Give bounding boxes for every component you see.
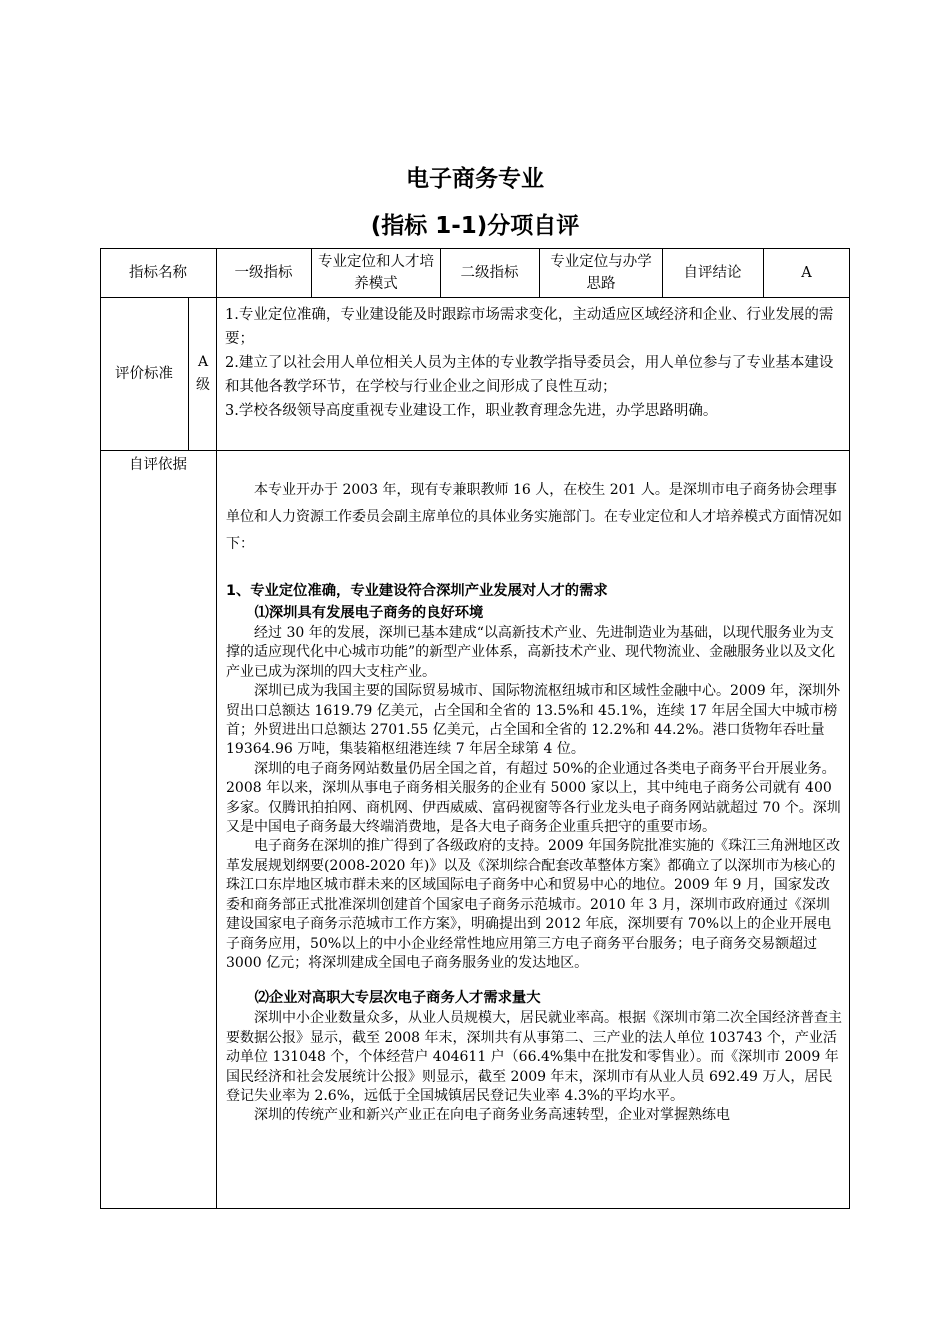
col-divider: [539, 248, 540, 297]
level2-value: 专业定位与办学思路: [550, 253, 652, 292]
label-level2: 二级指标: [460, 264, 519, 281]
criteria-item: 3.学校各级领导高度重视专业建设工作，职业教育理念先进，办学思路明确。: [225, 403, 718, 419]
basis-content: [226, 477, 842, 1126]
criteria-grade: A级: [196, 353, 210, 393]
page-subtitle: (指标 1-1)分项自评: [370, 213, 580, 239]
label-basis: 自评依据: [129, 457, 187, 473]
section-title: 1、专业定位准确，专业建设符合深圳产业发展对人才的需求: [226, 583, 608, 599]
paragraph: 深圳的传统产业和新兴产业正在向电子商务业务高速转型，企业对掌握熟练电: [254, 1107, 730, 1124]
paragraph: 深圳已成为我国主要的国际贸易城市、国际物流枢纽城市和区域性金融中心。2009 年，深圳外贸出口总额达 1619.79 亿美元，占全国和全省的 13.5%和 45.1%，连续 17 年居全国大中城市榜首；外贸进出口总额达 2701.55 亿美元，占全国和全省的 12.2%和 44.2%。港口货物年吞吐量 19364.96 万吨，集装箱枢纽港连续 7 年居全球第 4 位。: [226, 683, 841, 758]
paragraph: 电子商务在深圳的推广得到了各级政府的支持。2009 年国务院批准实施的《珠江三角洲地区改革发展规划纲要(2008-2020 年)》以及《深圳综合配套改革整体方案》都确立了以深圳市为核心的珠江口东岸地区城市群未来的区域国际电子商务中心和贸易中心的地位。2009 年 9 月，国家发改委和商务部正式批准深圳创建首个国家电子商务示范城市。2010 年 3 月，深圳市政府通过《深圳建设国家电子商务示范城市工作方案》，明确提出到 2012 年底，深圳要有 70%以上的企业开展电子商务应用，50%以上的中小企业经常性地应用第三方电子商务平台服务；电子商务交易额超过 3000 亿元；将深圳建成全国电子商务服务业的发达地区。: [226, 838, 841, 971]
page-title: 电子商务专业: [406, 166, 544, 192]
label-level1: 一级指标: [234, 264, 293, 281]
criteria-list: [225, 303, 845, 423]
label-conclusion: 自评结论: [683, 264, 742, 281]
label-criteria: 评价标准: [115, 365, 173, 382]
label-indicator-name: 指标名称: [129, 264, 187, 281]
paragraph: 深圳中小企业数量众多，从业人员规模大，居民就业率高。根据《深圳市第二次全国经济普查主要数据公报》显示，截至 2008 年末，深圳共有从事第二、三产业的法人单位 103743 个，产业活动单位 131048 个，个体经营户 404611 户（66.4%集中在批发和零售业）。而《深圳市 2009 年国民经济和社会发展统计公报》则显示，截至 2009 年末，深圳市有从业人员 692.49 万人，居民登记失业率为 2.6%，远低于全国城镇居民登记失业率 4.3%的平均水平。: [226, 1010, 842, 1104]
subsection-title: ⑵企业对高职大专层次电子商务人才需求量大: [254, 990, 541, 1007]
criteria-item: 2.建立了以社会用人单位相关人员为主体的专业教学指导委员会，用人单位参与了专业基本建设和其他各教学环节，在学校与行业企业之间形成了良性互动；: [225, 355, 834, 395]
col-divider: [188, 297, 189, 450]
criteria-item: 1.专业定位准确，专业建设能及时跟踪市场需求变化，主动适应区域经济和企业、行业发展的需要；: [225, 307, 834, 347]
subsection-title: ⑴深圳具有发展电子商务的良好环境: [254, 605, 484, 621]
row-divider: [100, 450, 850, 451]
conclusion-value: A: [801, 264, 812, 281]
paragraph: 深圳的电子商务网站数量仍居全国之首，有超过 50%的企业通过各类电子商务平台开展业务。2008 年以来，深圳从事电子商务相关服务的企业有 5000 家以上，其中纯电子商务公司就有 400 多家。仅腾讯拍拍网、商机网、伊西威威、富码视窗等各行业龙头电子商务网站就超过 70 个。深圳又是中国电子商务最大终端消费地，是各大电子商务企业重兵把守的重要市场。: [226, 760, 841, 836]
basis-intro: 本专业开办于 2003 年，现有专兼职教师 16 人，在校生 201 人。是深圳市电子商务协会理事单位和人力资源工作委员会副主席单位的具体业务实施部门。在专业定位和人才培养模式方面情况如下：: [226, 482, 842, 552]
col-divider: [216, 248, 217, 1209]
paragraph: 经过 30 年的发展，深圳已基本建成“以高新技术产业、先进制造业为基础，以现代服务业为支撑的适应现代化中心城市功能”的新型产业体系，高新技术产业、现代物流业、金融服务业以及文化产业已成为深圳的四大支柱产业。: [226, 625, 836, 680]
col-divider: [311, 248, 312, 297]
level1-value: 专业定位和人才培养模式: [318, 253, 434, 292]
